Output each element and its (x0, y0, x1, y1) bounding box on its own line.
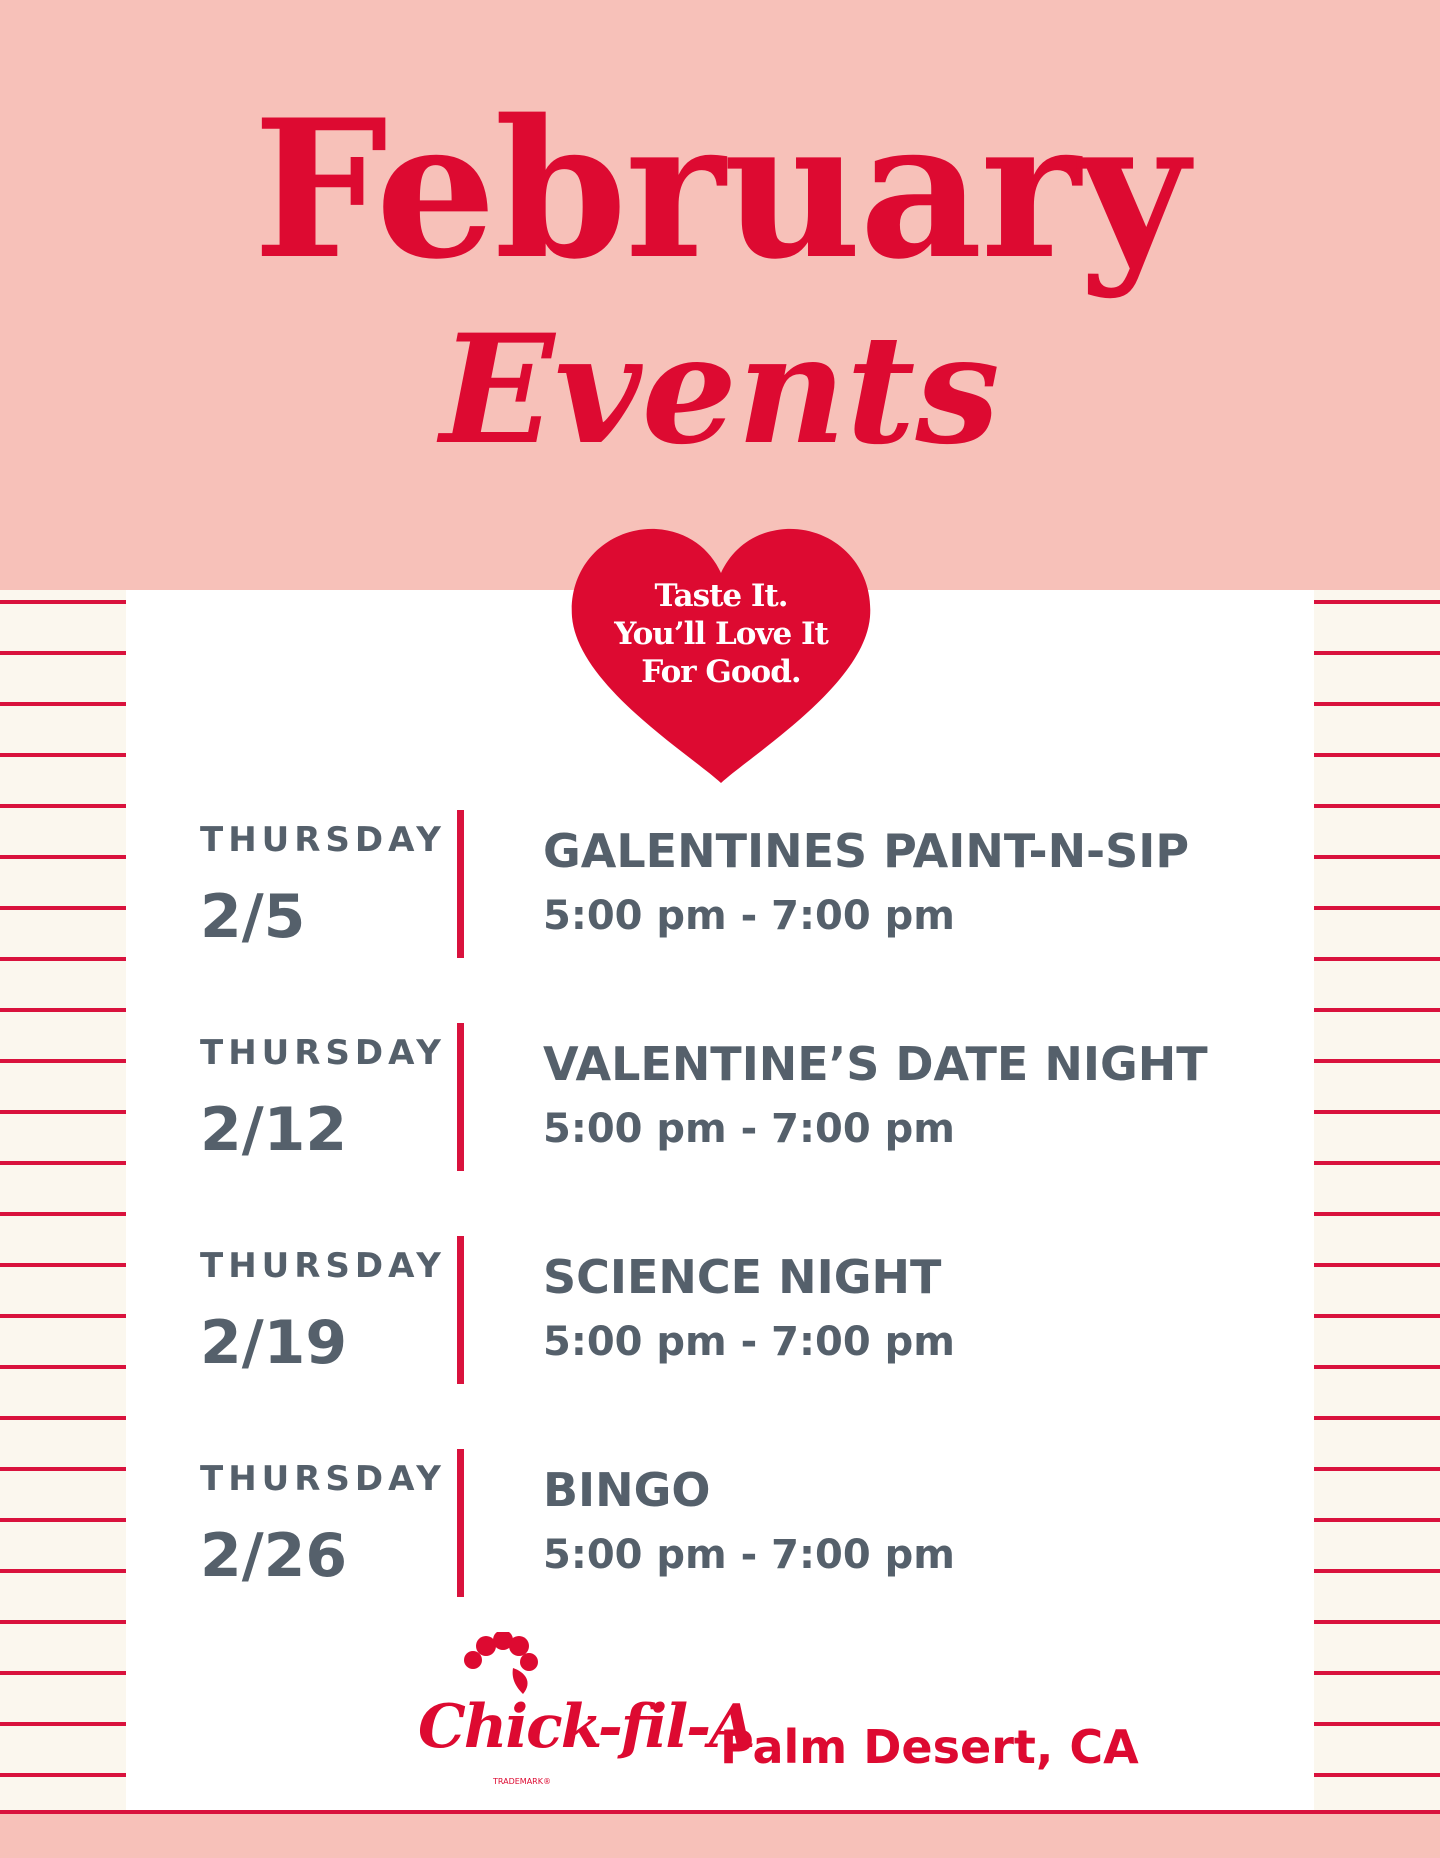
logo-trademark: TRADEMARK® (493, 1777, 551, 1786)
event-divider (457, 810, 464, 958)
left-stripe-border (0, 590, 126, 1810)
event-day: THURSDAY (200, 1246, 446, 1286)
event-row (0, 1023, 1440, 1173)
location-text: Palm Desert, CA (720, 1720, 1139, 1774)
event-date: 2/26 (200, 1521, 348, 1591)
event-divider (457, 1449, 464, 1597)
event-time: 5:00 pm - 7:00 pm (543, 1319, 955, 1365)
event-time: 5:00 pm - 7:00 pm (543, 1532, 955, 1578)
badge-line-3: For Good. (641, 654, 801, 690)
event-day: THURSDAY (200, 1459, 446, 1499)
event-date: 2/19 (200, 1308, 348, 1378)
event-date: 2/5 (200, 882, 306, 952)
heart-badge (568, 525, 874, 787)
event-row (0, 1236, 1440, 1386)
badge-line-1: Taste It. (654, 578, 788, 614)
page-subtitle: Events (440, 302, 1000, 478)
badge-line-2: You’ll Love It (614, 616, 828, 652)
event-row (0, 1449, 1440, 1599)
bottom-band (0, 1828, 1440, 1858)
event-divider (457, 1236, 464, 1384)
heart-badge-text (568, 577, 874, 691)
event-divider (457, 1023, 464, 1171)
event-time: 5:00 pm - 7:00 pm (543, 1106, 955, 1152)
page-title: February (252, 78, 1188, 301)
chick-fil-a-logo (418, 1632, 754, 1792)
event-name: VALENTINE’S DATE NIGHT (543, 1037, 1208, 1091)
logo-wordmark: Chick-fil-A (418, 1692, 754, 1762)
right-stripe-border (1314, 590, 1440, 1810)
event-date: 2/12 (200, 1095, 348, 1165)
event-day: THURSDAY (200, 820, 446, 860)
event-name: SCIENCE NIGHT (543, 1250, 942, 1304)
event-name: BINGO (543, 1463, 711, 1517)
event-row (0, 810, 1440, 960)
event-time: 5:00 pm - 7:00 pm (543, 893, 955, 939)
bottom-rule (0, 1810, 1440, 1814)
event-day: THURSDAY (200, 1033, 446, 1073)
event-name: GALENTINES PAINT-N-SIP (543, 824, 1190, 878)
